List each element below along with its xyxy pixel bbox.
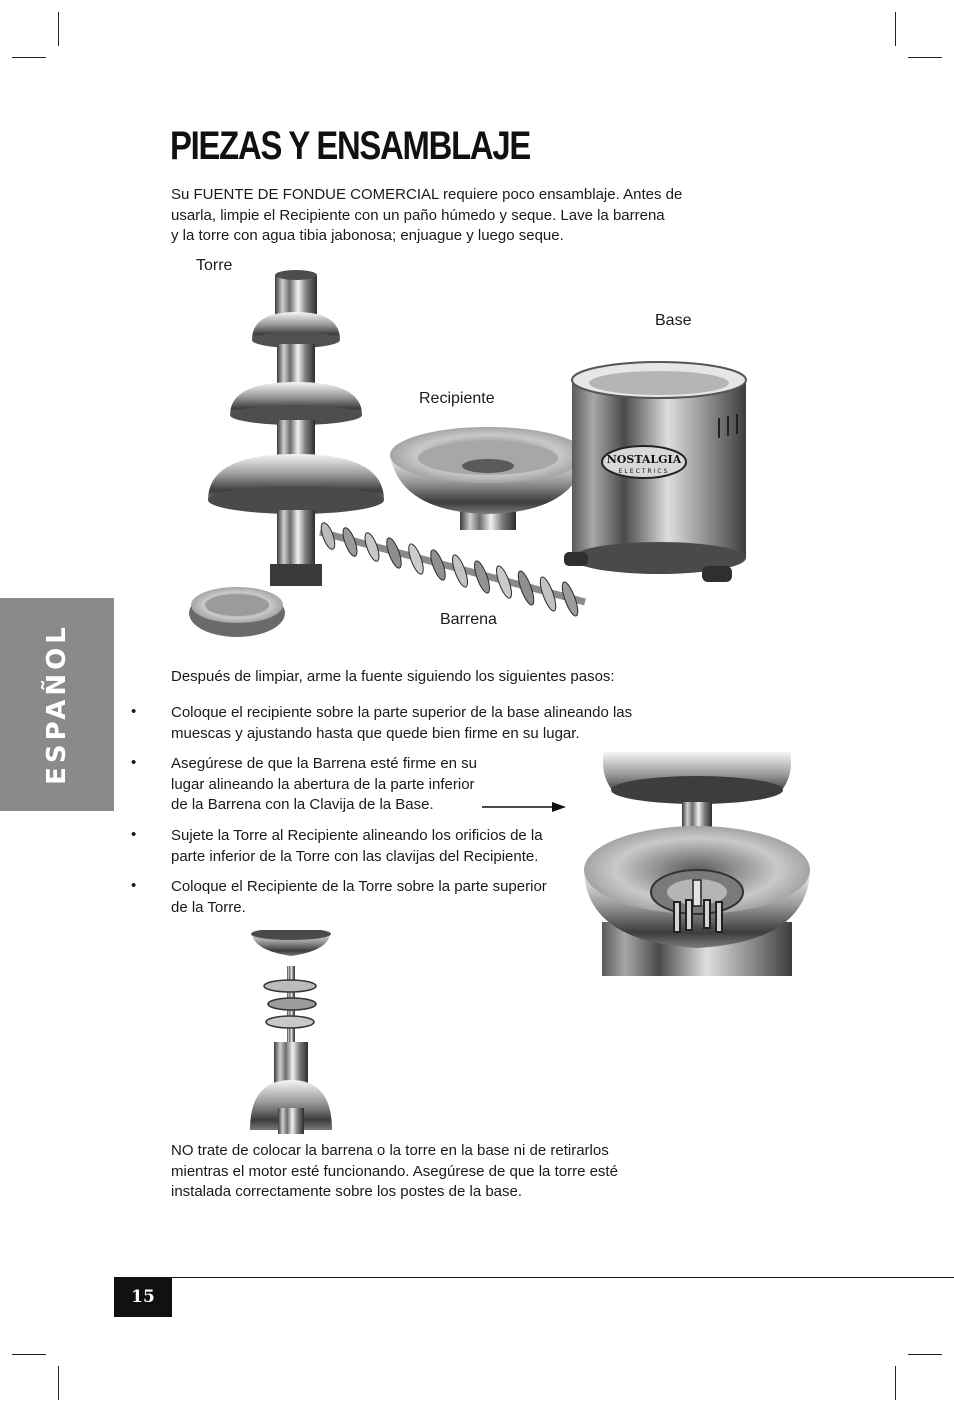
intro-line: Su FUENTE DE FONDUE COMERCIAL requiere poco ensamblaje. Antes de xyxy=(171,186,683,203)
step-item xyxy=(171,703,632,744)
step-line: muescas y ajustando hasta que quede bien firme en su lugar. xyxy=(171,724,580,742)
step-item xyxy=(171,826,543,867)
step-line: Sujete la Torre al Recipiente alineando los orificios de la xyxy=(171,827,543,844)
crop-mark xyxy=(908,1354,942,1355)
step-line: de la Barrena con la Clavija de la Base. xyxy=(171,796,434,813)
page-number: 15 xyxy=(114,1277,172,1317)
small-bowl-part xyxy=(189,587,285,637)
steps-intro: Después de limpiar, arme la fuente siguiendo los siguientes pasos: xyxy=(171,668,615,685)
warning-line: NO trate de colocar la barrena o la torre en la base ni de retirarlos xyxy=(171,1142,609,1159)
step-item xyxy=(171,877,547,918)
bullet-icon: • xyxy=(131,826,137,843)
crop-mark xyxy=(58,12,59,46)
bullet-icon: • xyxy=(131,703,137,720)
label-barrena: Barrena xyxy=(440,611,497,628)
crop-mark xyxy=(58,1366,59,1400)
step-line: Asegúrese de que la Barrena esté firme en su xyxy=(171,755,478,772)
language-tab-label: ESPAÑOL xyxy=(42,623,72,785)
intro-line: usarla, limpie el Recipiente con un paño húmedo y seque. Lave la barrena xyxy=(171,206,665,224)
auger-detail-photo xyxy=(248,930,334,1134)
basin-part xyxy=(390,427,586,530)
step-line: Coloque el recipiente sobre la parte superior de la base alineando las xyxy=(171,704,633,721)
step-line: lugar alineando la abertura de la parte inferior xyxy=(171,775,475,793)
crop-mark xyxy=(895,1366,896,1400)
logo-text: NOSTALGIA xyxy=(606,453,682,466)
assembly-photo xyxy=(582,752,812,976)
page-title: PIEZAS Y ENSAMBLAJE xyxy=(170,124,531,168)
crop-mark xyxy=(12,57,46,58)
step-line: Coloque el Recipiente de la Torre sobre la parte superior xyxy=(171,878,547,895)
language-side-tab xyxy=(0,598,114,811)
warning-paragraph xyxy=(171,1141,618,1203)
label-torre: Torre xyxy=(196,257,233,274)
arrow-right-icon xyxy=(480,799,568,815)
auger-part xyxy=(319,521,585,617)
footer-rule xyxy=(114,1277,954,1278)
warning-line: instalada correctamente sobre los postes de la base. xyxy=(171,1183,523,1200)
step-item xyxy=(171,754,477,816)
crop-mark xyxy=(895,12,896,46)
bullet-icon: • xyxy=(131,754,137,771)
intro-paragraph xyxy=(171,185,682,247)
base-part xyxy=(564,362,746,582)
crop-mark xyxy=(12,1354,46,1355)
step-line: de la Torre. xyxy=(171,898,246,916)
crop-mark xyxy=(908,57,942,58)
logo-subtext: ELECTRICS xyxy=(618,468,670,475)
warning-line: mientras el motor esté funcionando. Asegúrese de que la torre esté xyxy=(171,1162,618,1180)
step-line: parte inferior de la Torre con las clavijas del Recipiente. xyxy=(171,847,539,865)
label-base: Base xyxy=(655,312,692,329)
intro-line: y la torre con agua tibia jabonosa; enjuague y luego seque. xyxy=(171,227,564,244)
label-recipiente: Recipiente xyxy=(419,390,495,407)
bullet-icon: • xyxy=(131,877,137,894)
